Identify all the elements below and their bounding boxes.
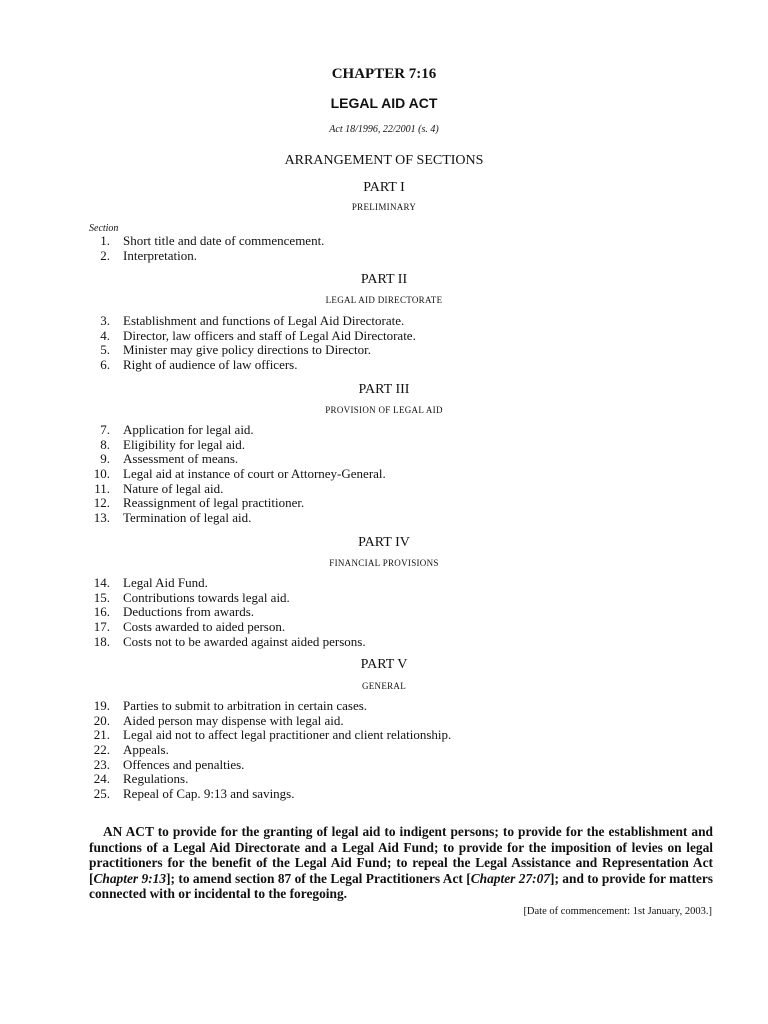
section-row	[0, 714, 768, 729]
section-title: Deductions from awards.	[123, 604, 255, 620]
section-number: 19.	[93, 698, 110, 713]
section-title: Repeal of Cap. 9:13 and savings.	[123, 786, 295, 802]
chapter-number: CHAPTER 7:16	[331, 66, 437, 82]
section-list	[0, 699, 768, 802]
section-number: 15.	[93, 589, 110, 605]
part-heading: PART V	[360, 657, 408, 672]
part-subtitle: FINANCIAL PROVISIONS	[329, 558, 439, 568]
section-row	[0, 605, 768, 620]
section-number: 21.	[93, 727, 110, 743]
section-title: Parties to submit to arbitration in certain cases.	[123, 698, 368, 713]
section-number: 20.	[93, 712, 110, 728]
section-row	[0, 787, 768, 802]
act-title: LEGAL AID ACT	[330, 95, 438, 111]
section-row	[0, 635, 768, 650]
section-number: 1.	[100, 233, 110, 248]
section-row	[0, 423, 768, 438]
section-title: Appeals.	[123, 742, 169, 758]
section-number: 5.	[100, 342, 110, 358]
section-list	[0, 314, 768, 373]
section-row	[0, 249, 768, 264]
section-title: Costs awarded to aided person.	[123, 619, 286, 635]
section-row	[0, 467, 768, 482]
act-reference: Act 18/1996, 22/2001 (s. 4)	[329, 124, 439, 135]
section-number: 25.	[93, 786, 110, 802]
section-title: Interpretation.	[123, 247, 197, 263]
section-row	[0, 329, 768, 344]
section-number: 10.	[93, 466, 110, 482]
arrangement-heading: ARRANGEMENT OF SECTIONS	[284, 153, 484, 168]
chapter-reference: Chapter 27:07	[470, 870, 550, 886]
section-number: 3.	[100, 313, 110, 328]
commencement-date: [Date of commencement: 1st January, 2003.]	[523, 906, 712, 917]
section-number: 14.	[93, 575, 110, 590]
section-row	[0, 452, 768, 467]
section-row	[0, 728, 768, 743]
section-row	[0, 772, 768, 787]
section-row	[0, 358, 768, 373]
section-title: Legal Aid Fund.	[123, 575, 208, 590]
section-row	[0, 511, 768, 526]
section-row	[0, 620, 768, 635]
part-subtitle: PROVISION OF LEGAL AID	[325, 405, 443, 415]
section-list	[0, 234, 768, 263]
section-number: 17.	[93, 619, 110, 635]
section-list	[0, 423, 768, 526]
section-number: 22.	[93, 742, 110, 758]
section-row	[0, 482, 768, 497]
section-number: 4.	[100, 327, 110, 343]
section-row	[0, 343, 768, 358]
section-number: 6.	[100, 357, 110, 373]
long-title-part: ]; to amend section 87 of the Legal Practitioners Act [	[166, 870, 471, 886]
section-title: Assessment of means.	[123, 451, 239, 467]
part-heading: PART III	[358, 382, 410, 397]
section-label: Section	[89, 223, 119, 234]
section-title: Application for legal aid.	[123, 422, 254, 437]
section-number: 18.	[93, 633, 110, 649]
section-number: 23.	[93, 756, 110, 772]
section-row	[0, 591, 768, 606]
part-heading: PART I	[363, 180, 405, 195]
part-subtitle: PRELIMINARY	[351, 202, 417, 212]
section-number: 12.	[93, 495, 110, 511]
section-title: Legal aid not to affect legal practitioner and client relationship.	[123, 727, 452, 743]
section-list	[0, 576, 768, 649]
section-number: 7.	[100, 422, 110, 437]
section-title: Aided person may dispense with legal aid.	[123, 712, 344, 728]
section-number: 2.	[100, 247, 110, 263]
long-title-part: ]; and to provide for matters connected with or incidental to the foregoing.	[89, 870, 713, 901]
section-number: 9.	[100, 451, 110, 467]
section-title: Nature of legal aid.	[123, 480, 224, 496]
long-title-part: AN ACT to provide for the granting of legal aid to indigent persons; to provide for the establishment and functions of a Legal Aid Directorate and a Legal Aid Fund; to provide for the imposition of levies on legal practitioners for the benefit of the Legal Aid Fund; to repeal the Legal Assistance and Representation Act [	[89, 824, 713, 886]
section-title: Contributions towards legal aid.	[123, 589, 290, 605]
chapter-reference: Chapter 9:13	[93, 870, 167, 886]
section-number: 13.	[93, 510, 110, 526]
section-number: 11.	[94, 480, 110, 496]
section-title: Reassignment of legal practitioner.	[123, 495, 305, 511]
section-title: Eligibility for legal aid.	[123, 436, 246, 452]
part-heading: PART IV	[358, 535, 410, 550]
section-title: Termination of legal aid.	[123, 510, 252, 526]
section-title: Right of audience of law officers.	[123, 357, 298, 373]
section-row	[0, 576, 768, 591]
section-title: Legal aid at instance of court or Attorney-General.	[123, 466, 386, 482]
section-row	[0, 438, 768, 453]
section-title: Costs not to be awarded against aided persons.	[123, 633, 366, 649]
section-title: Offences and penalties.	[123, 756, 245, 772]
section-title: Director, law officers and staff of Legal Aid Directorate.	[123, 327, 416, 343]
section-title: Regulations.	[123, 771, 189, 787]
section-title: Short title and date of commencement.	[123, 233, 325, 248]
section-number: 16.	[93, 604, 110, 620]
section-number: 24.	[93, 771, 110, 787]
part-heading: PART II	[360, 272, 408, 287]
section-row	[0, 314, 768, 329]
part-subtitle: LEGAL AID DIRECTORATE	[325, 295, 443, 305]
section-row	[0, 496, 768, 511]
part-subtitle: GENERAL	[361, 681, 407, 691]
section-title: Establishment and functions of Legal Aid Directorate.	[123, 313, 405, 328]
section-row	[0, 758, 768, 773]
section-row	[0, 234, 768, 249]
section-row	[0, 699, 768, 714]
section-row	[0, 743, 768, 758]
long-title	[89, 824, 713, 902]
section-title: Minister may give policy directions to Director.	[123, 342, 372, 358]
section-number: 8.	[100, 436, 110, 452]
